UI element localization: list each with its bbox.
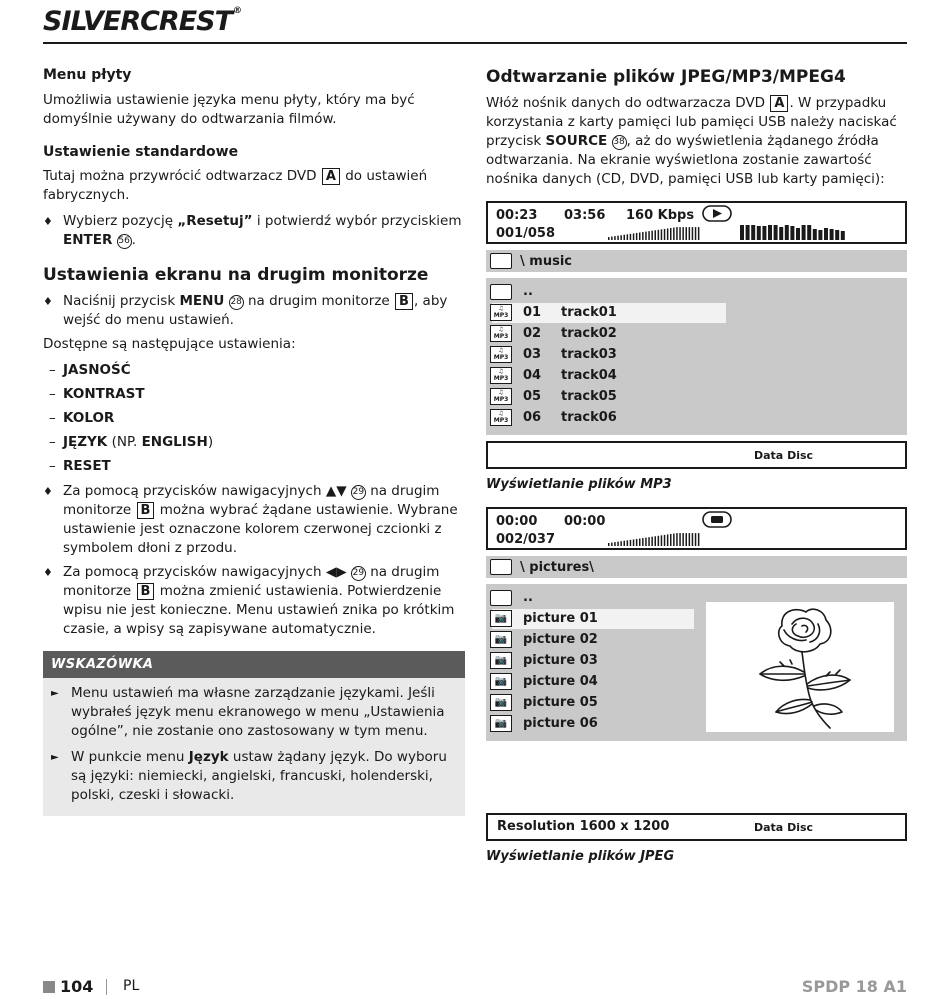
section-title-playback: Odtwarzanie plików JPEG/MP3/MPEG4 <box>486 67 846 87</box>
progress-tick <box>645 538 647 546</box>
disc-type: Data Disc <box>754 449 814 462</box>
progress-tick <box>611 237 613 240</box>
camera-icon: 📷 <box>490 715 512 732</box>
mp3-screen <box>486 201 907 492</box>
meter-bar <box>830 229 834 240</box>
progress-tick <box>679 227 681 240</box>
meter-bar <box>757 226 761 240</box>
progress-ticks <box>608 227 704 247</box>
camera-icon: 📷 <box>490 673 512 690</box>
track-count: 001/058 <box>496 226 556 241</box>
mp3-footer-bar <box>486 441 907 469</box>
progress-tick <box>614 236 616 240</box>
list-item-picture[interactable]: 📷 picture 02 <box>492 630 694 650</box>
device-label-b: B <box>137 583 155 600</box>
note-box <box>43 651 465 816</box>
progress-tick <box>648 231 650 240</box>
level-meter-icon <box>740 224 848 247</box>
progress-tick <box>667 228 669 240</box>
jpeg-caption: Wyświetlanie plików JPEG <box>486 849 675 864</box>
music-file-icon: ♫ MP3 <box>490 388 512 405</box>
diamond-bullet-icon: ♦ <box>43 295 53 308</box>
progress-tick <box>624 541 626 546</box>
progress-tick <box>636 233 638 240</box>
current-path: \ pictures\ <box>520 560 594 575</box>
progress-tick <box>664 535 666 546</box>
mp3-status-bar <box>486 201 907 244</box>
progress-tick <box>620 541 622 546</box>
progress-tick <box>689 227 691 240</box>
progress-tick <box>617 236 619 240</box>
progress-tick <box>630 540 632 546</box>
play-icon <box>702 205 732 228</box>
playback-intro: Włóż nośnik danych do odtwarzacza DVD A . W przypadku korzystania z karty pamięci lub pamięci USB należy naciskać przycisk SOURCE 38 , aż do wyświetlenia żądanego źródła odtwarzania. Na ekranie wyświetlona zostanie zawartość nośnika danych (CD, DVD, pamięci USB lub karty pamięci): <box>486 95 897 187</box>
note-item: ► Menu ustawień ma własne zarządzanie językami. Jeśli wybrałeś język menu ekranowego w menu „Ustawienia ogólne”, nie zostanie ono zastosowany w tym menu. <box>51 685 445 739</box>
jpeg-footer-bar <box>486 813 907 841</box>
section-title-screen-settings: Ustawienia ekranu na drugim monitorze <box>43 265 429 285</box>
rose-preview-image <box>706 602 894 732</box>
screen-bullet-2: ♦ Za pomocą przycisków nawigacyjnych ▲▼ 29 na drugim monitorze B można wybrać żądane ustawienie. Wybrane ustawienie jest oznaczone kolorem czerwonej czcionki z symbolem dłoni z przodu. <box>43 483 458 556</box>
meter-bar <box>785 225 789 240</box>
progress-tick <box>617 542 619 546</box>
progress-tick <box>639 539 641 547</box>
progress-tick <box>608 543 610 546</box>
option-item: – KONTRAST <box>49 386 145 402</box>
progress-tick <box>658 230 660 240</box>
music-file-icon: ♫ MP3 <box>490 304 512 321</box>
meter-bar <box>762 226 766 240</box>
progress-tick <box>673 228 675 240</box>
model-number: SPDP 18 A1 <box>801 977 907 996</box>
triangle-bullet-icon: ► <box>51 752 59 763</box>
progress-tick <box>661 535 663 546</box>
progress-tick <box>676 533 678 546</box>
progress-tick <box>692 533 694 546</box>
meter-bar <box>818 230 822 240</box>
folder-icon <box>490 559 512 575</box>
device-label-a: A <box>770 95 788 112</box>
key-number-badge: 56 <box>117 234 132 249</box>
progress-tick <box>698 227 700 240</box>
progress-tick <box>620 235 622 240</box>
screen-bullet-1: ♦ Naciśnij przycisk MENU 28 na drugim monitorze B , aby wejść do menu ustawień. <box>43 293 448 328</box>
camera-icon: 📷 <box>490 694 512 711</box>
key-number-badge: 38 <box>612 135 627 150</box>
list-item-parent[interactable]: .. <box>492 588 694 608</box>
progress-tick <box>695 533 697 546</box>
bitrate: 160 Kbps <box>626 208 695 223</box>
progress-tick <box>651 231 653 240</box>
brand-logo: SILVERCREST® <box>43 6 242 37</box>
file-count: 002/037 <box>496 532 556 547</box>
progress-tick <box>648 537 650 546</box>
camera-icon: 📷 <box>490 652 512 669</box>
note-item: ► W punkcie menu Język ustaw żądany język. Do wyboru są języki: niemiecki, angielski, francuski, holenderski, polski, czeski i słowacki. <box>51 749 447 803</box>
progress-tick <box>655 536 657 546</box>
jpeg-path-bar <box>486 556 907 578</box>
key-number-badge: 28 <box>229 295 244 310</box>
device-label-b: B <box>137 502 155 519</box>
progress-tick <box>639 233 641 241</box>
triangle-bullet-icon: ► <box>51 688 59 699</box>
progress-tick <box>695 227 697 240</box>
progress-tick <box>627 234 629 240</box>
disc-type: Data Disc <box>754 821 814 834</box>
meter-bar <box>779 227 783 240</box>
option-item: – RESET <box>49 458 111 474</box>
progress-tick <box>627 540 629 546</box>
meter-bar <box>807 225 811 240</box>
progress-tick <box>624 235 626 240</box>
meter-bar <box>802 225 806 240</box>
progress-tick <box>686 227 688 240</box>
list-item-picture[interactable]: 📷 picture 03 <box>492 651 694 671</box>
diamond-bullet-icon: ♦ <box>43 485 53 498</box>
meter-bar <box>824 228 828 240</box>
progress-tick <box>658 536 660 546</box>
meter-bar <box>774 225 778 240</box>
list-item-picture[interactable]: 📷 picture 05 <box>492 693 694 713</box>
folder-icon <box>490 253 512 269</box>
music-file-icon: ♫ MP3 <box>490 325 512 342</box>
section-title-menu-plyty: Menu płyty <box>43 67 132 83</box>
elapsed-time: 00:23 <box>496 208 538 223</box>
progress-tick <box>698 533 700 546</box>
device-label-a: A <box>322 168 340 185</box>
progress-tick <box>670 228 672 240</box>
key-number-badge: 29 <box>351 566 366 581</box>
progress-tick <box>664 229 666 240</box>
list-item-picture[interactable]: 📷 picture 06 <box>492 714 694 734</box>
progress-tick <box>682 533 684 546</box>
list-item-picture[interactable]: 📷 picture 01 <box>492 609 694 629</box>
header-rule <box>43 42 907 44</box>
music-file-icon: ♫ MP3 <box>490 409 512 426</box>
folder-icon <box>490 590 512 606</box>
page-footer <box>43 977 907 999</box>
mp3-path-bar <box>486 250 907 272</box>
meter-bar <box>768 225 772 240</box>
progress-tick <box>645 232 647 240</box>
progress-tick <box>661 229 663 240</box>
list-item-picture[interactable]: 📷 picture 04 <box>492 672 694 692</box>
mp3-file-list <box>486 278 907 435</box>
progress-tick <box>686 533 688 546</box>
diamond-bullet-icon: ♦ <box>43 566 53 579</box>
progress-tick <box>676 227 678 240</box>
current-path: \ music <box>520 254 572 269</box>
available-settings-text: Dostępne są następujące ustawienia: <box>43 336 296 352</box>
meter-bar <box>835 230 839 240</box>
stop-icon <box>702 511 732 534</box>
left-column <box>43 66 465 816</box>
standard-text: Tutaj można przywrócić odtwarzacz DVD A do ustawień fabrycznych. <box>43 168 428 203</box>
list-item-track[interactable]: ♫ MP3 02 track02 <box>492 324 726 344</box>
camera-icon: 📷 <box>490 631 512 648</box>
meter-bar <box>746 225 750 240</box>
progress-tick <box>642 232 644 240</box>
progress-tick <box>608 237 610 240</box>
progress-tick <box>667 534 669 546</box>
progress-tick <box>636 539 638 546</box>
meter-bar <box>841 231 845 240</box>
diamond-bullet-icon: ♦ <box>43 215 53 228</box>
key-number-badge: 29 <box>351 485 366 500</box>
page-number: 104 <box>60 977 94 996</box>
list-item-track[interactable]: ♫ MP3 03 track03 <box>492 345 726 365</box>
section-title-standard: Ustawienie standardowe <box>43 144 239 160</box>
progress-tick <box>633 539 635 546</box>
total-time: 03:56 <box>564 208 606 223</box>
progress-tick <box>689 533 691 546</box>
progress-tick <box>655 230 657 240</box>
folder-icon <box>490 284 512 300</box>
progress-tick <box>682 227 684 240</box>
total-time: 00:00 <box>564 514 606 529</box>
meter-bar <box>796 228 800 240</box>
screen-bullet-3: ♦ Za pomocą przycisków nawigacyjnych ◀▶ 29 na drugim monitorze B można zmienić ustawienia. Potwierdzenie wpisu nie jest konieczne. Menu ustawień znika po krótkim czasie, a wpisy są zapisywane automatycznie. <box>43 564 455 637</box>
progress-tick <box>630 234 632 240</box>
option-item: – KOLOR <box>49 410 115 426</box>
list-item-parent[interactable]: .. <box>492 282 726 302</box>
jpeg-file-list <box>486 584 907 741</box>
right-column <box>486 66 907 864</box>
progress-tick <box>611 543 613 546</box>
up-down-arrows-icon: ▲▼ <box>325 483 347 499</box>
standard-bullet: ♦ Wybierz pozycję „Resetuj” i potwierdź wybór przyciskiem ENTER 56 . <box>43 213 462 248</box>
footer-square-icon <box>43 981 55 993</box>
music-file-icon: ♫ MP3 <box>490 346 512 363</box>
left-right-arrows-icon: ◀▶ <box>325 564 347 580</box>
note-title: WSKAZÓWKA <box>43 651 465 678</box>
meter-bar <box>790 226 794 240</box>
progress-tick <box>651 537 653 546</box>
jpeg-screen <box>486 507 907 864</box>
option-item: – JĘZYK (NP. ENGLISH) <box>49 434 214 450</box>
progress-tick <box>679 533 681 546</box>
list-item-track[interactable]: ♫ MP3 05 track05 <box>492 387 726 407</box>
mp3-caption: Wyświetlanie plików MP3 <box>486 477 672 492</box>
list-item-track[interactable]: ♫ MP3 06 track06 <box>492 408 726 428</box>
music-file-icon: ♫ MP3 <box>490 367 512 384</box>
progress-tick <box>673 534 675 546</box>
progress-tick <box>633 233 635 240</box>
image-resolution: Resolution 1600 x 1200 <box>497 819 670 834</box>
progress-tick <box>642 538 644 546</box>
progress-ticks <box>608 533 704 553</box>
footer-divider <box>106 979 107 995</box>
elapsed-time: 00:00 <box>496 514 538 529</box>
progress-tick <box>692 227 694 240</box>
meter-bar <box>813 229 817 240</box>
meter-bar <box>751 225 755 240</box>
progress-tick <box>670 534 672 546</box>
camera-icon: 📷 <box>490 610 512 627</box>
list-item-track[interactable]: ♫ MP3 01 track01 <box>492 303 726 323</box>
progress-tick <box>614 542 616 546</box>
jpeg-status-bar <box>486 507 907 550</box>
device-label-b: B <box>395 293 413 310</box>
language-code: PL <box>123 978 140 994</box>
meter-bar <box>740 225 744 240</box>
option-item: – JASNOŚĆ <box>49 362 131 378</box>
list-item-track[interactable]: ♫ MP3 04 track04 <box>492 366 726 386</box>
menu-plyty-text: Umożliwia ustawienie języka menu płyty, który ma być domyślnie używany do odtwarzania filmów. <box>43 92 415 127</box>
